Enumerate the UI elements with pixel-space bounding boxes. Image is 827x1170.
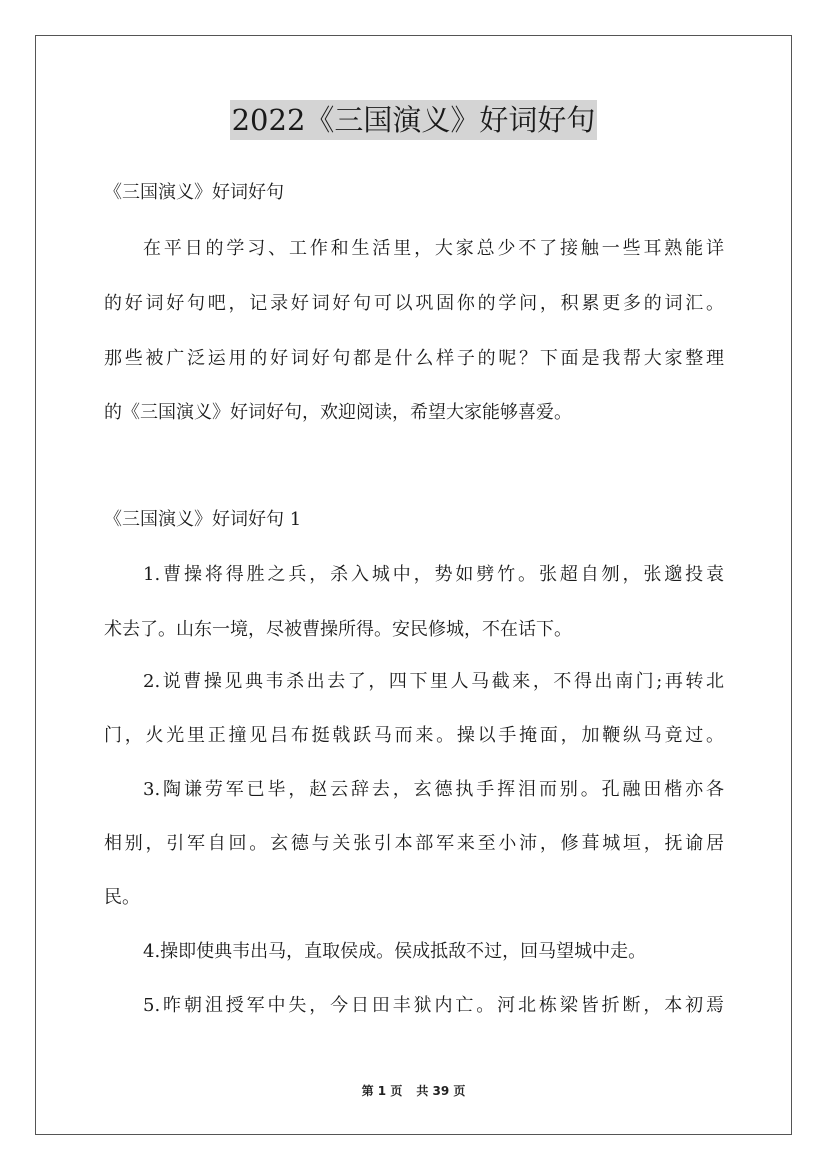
document-title-text: 2022《三国演义》好词好句 [230,100,598,140]
page-total: 共 39 页 [416,1084,466,1098]
item-line-6: 相别，引军自回。玄德与关张引本部军来至小沛，修葺城垣，抚谕居 [104,833,724,854]
item-line-7: 民。 [104,887,140,908]
section-heading: 《三国演义》好词好句 1 [104,509,302,530]
item-line-3: 2.说曹操见典韦杀出去了，四下里人马截来，不得出南门;再转北 [143,671,724,692]
page-number: 第 1 页 [361,1084,403,1098]
subtitle: 《三国演义》好词好句 [104,182,284,203]
document-title [0,100,827,140]
intro-line-1: 在平日的学习、工作和生活里，大家总少不了接触一些耳熟能详 [143,238,724,259]
intro-line-4: 的《三国演义》好词好句，欢迎阅读，希望大家能够喜爱。 [104,402,572,423]
page-footer [0,1083,827,1099]
item-line-4: 门，火光里正撞见吕布挺戟跃马而来。操以手掩面，加鞭纵马竟过。 [104,725,724,746]
item-line-1: 1.曹操将得胜之兵，杀入城中，势如劈竹。张超自刎，张邈投袁 [143,564,724,585]
item-line-5: 3.陶谦劳军已毕，赵云辞去，玄德执手挥泪而别。孔融田楷亦各 [143,779,724,800]
item-line-8: 4.操即使典韦出马，直取侯成。侯成抵敌不过，回马望城中走。 [143,941,647,962]
item-line-9: 5.昨朝沮授军中失，今日田丰狱内亡。河北栋梁皆折断，本初焉 [143,995,724,1016]
intro-line-2: 的好词好句吧，记录好词好句可以巩固你的学问，积累更多的词汇。 [104,293,724,314]
item-line-2: 术去了。山东一境，尽被曹操所得。安民修城，不在话下。 [104,619,572,640]
intro-line-3: 那些被广泛运用的好词好句都是什么样子的呢？下面是我帮大家整理 [104,348,724,369]
